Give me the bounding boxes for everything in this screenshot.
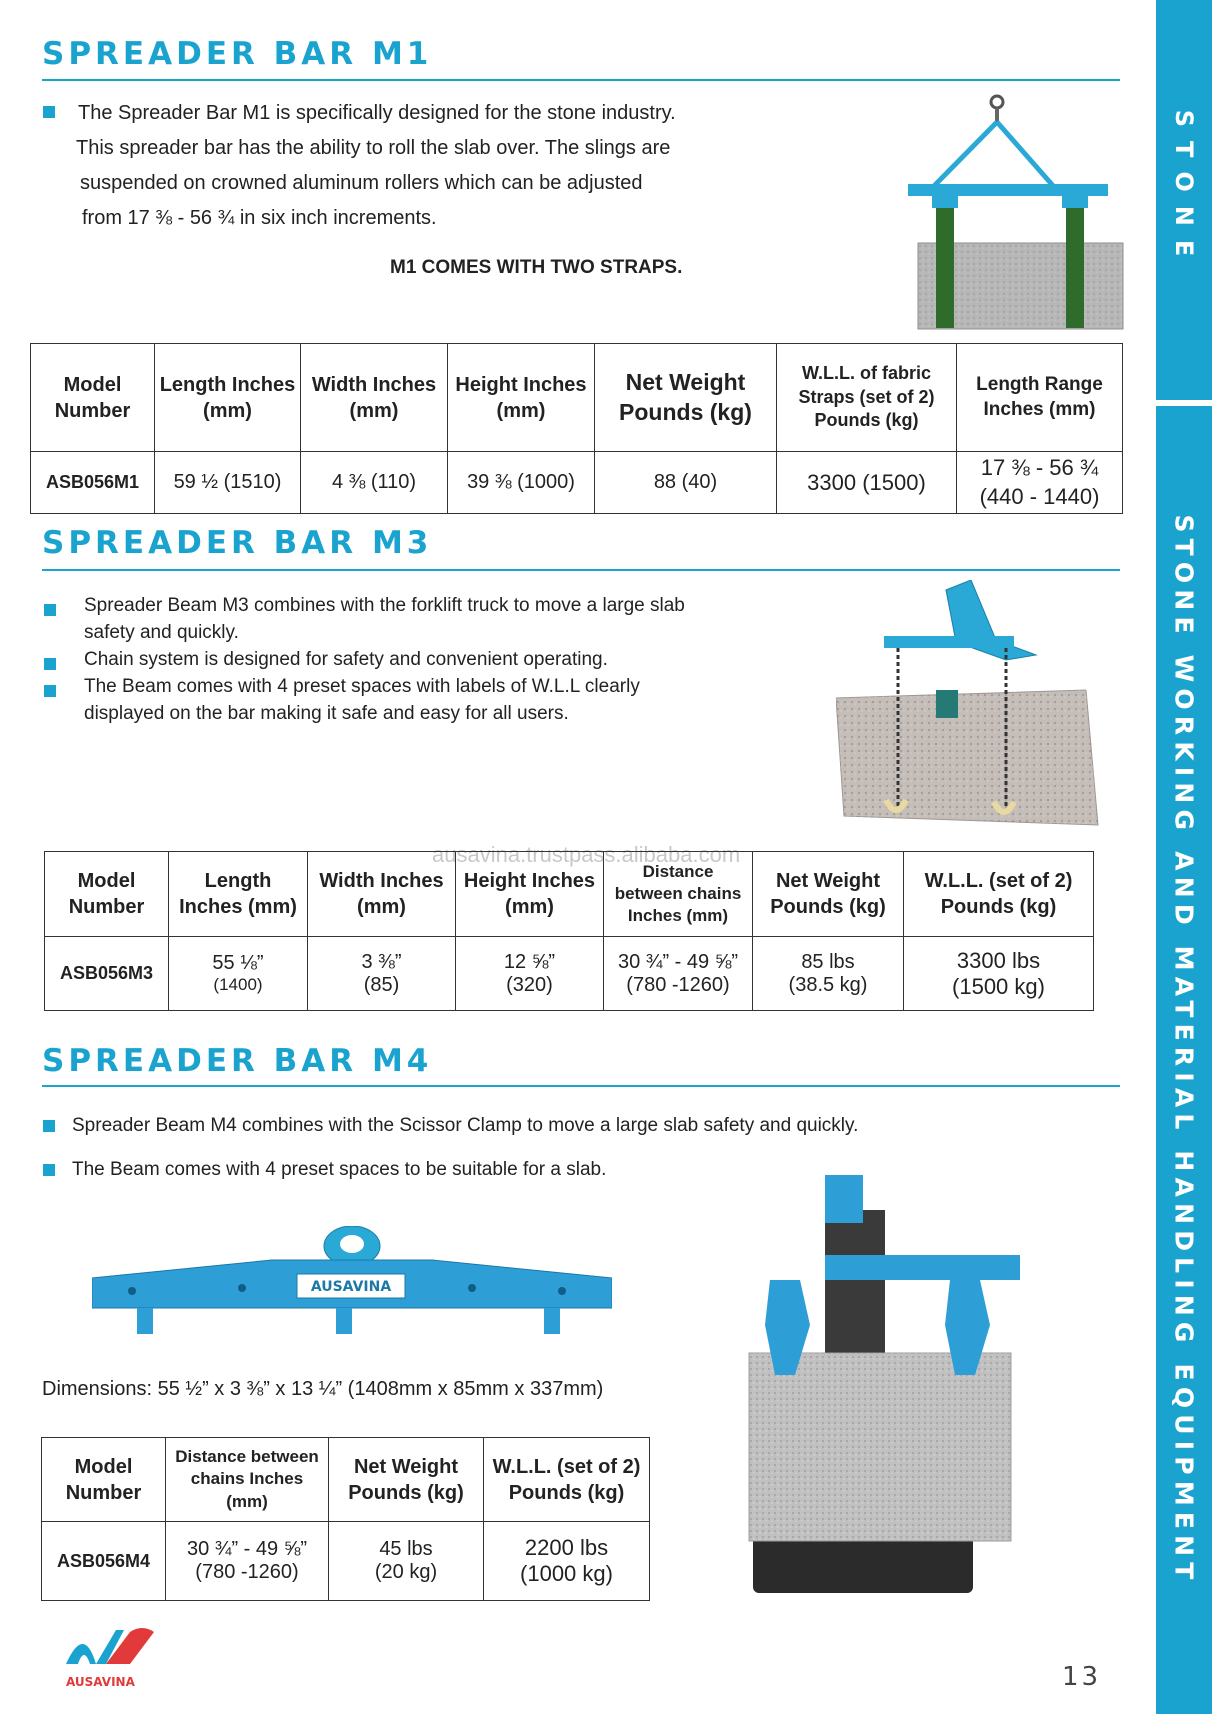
- sidebar-top-label: STONE: [1170, 109, 1198, 271]
- m1-title: SPREADER BAR M1: [42, 36, 433, 72]
- table-row: [31, 452, 1123, 514]
- table-row: [42, 1522, 650, 1601]
- m4-cell-net-weight: [329, 1522, 484, 1601]
- m3-bullet-1-cont: safety and quickly.: [84, 622, 239, 643]
- m3-bullet-marker: [44, 685, 56, 697]
- m4-bullet-marker: [43, 1120, 55, 1132]
- m3-bullet-3-cont: displayed on the bar making it safe and easy for all users.: [84, 703, 569, 724]
- m1-cell-height: 39 ⅜ (1000): [448, 452, 595, 514]
- m4-header-model: Model Number: [42, 1438, 166, 1522]
- m3-cell-length: [169, 937, 308, 1011]
- m3-bullet-1: Spreader Beam M3 combines with the forklift truck to move a large slab: [84, 595, 685, 616]
- m1-header-length: Length Inches (mm): [155, 344, 301, 452]
- m4-title: SPREADER BAR M4: [42, 1043, 433, 1079]
- sidebar-separator: [1156, 400, 1212, 406]
- m4-beam-brand: AUSAVINA: [310, 1279, 392, 1295]
- m3-wll-lbs: 3300 lbs: [956, 947, 1041, 973]
- m3-cell-net-weight: [753, 937, 904, 1011]
- m4-spec-table: [41, 1437, 650, 1601]
- m4-bullet-2: The Beam comes with 4 preset spaces to be suitable for a slab.: [72, 1159, 607, 1180]
- m3-bullet-marker: [44, 604, 56, 616]
- m4-cell-model: ASB056M4: [42, 1522, 166, 1601]
- m1-cell-length: 59 ½ (1510): [155, 452, 301, 514]
- m4-bullet-marker: [43, 1164, 55, 1176]
- m4-header-wll: W.L.L. (set of 2) Pounds (kg): [484, 1438, 650, 1522]
- m3-bullet-marker: [44, 658, 56, 670]
- m1-strap-left: [936, 208, 954, 328]
- table-header-row: [45, 852, 1094, 937]
- m1-line-1: The Spreader Bar M1 is specifically designed for the stone industry.: [78, 102, 676, 124]
- m4-distance-mm: (780 -1260): [195, 1561, 299, 1583]
- m4-cell-wll: [484, 1522, 650, 1601]
- table-header-row: [42, 1438, 650, 1522]
- m3-cell-width: [308, 937, 456, 1011]
- m3-header-length: Length Inches (mm): [169, 852, 308, 937]
- m3-cell-wll: [904, 937, 1094, 1011]
- m1-cell-net-weight: 88 (40): [595, 452, 777, 514]
- m4-header-net-weight: Net Weight Pounds (kg): [329, 1438, 484, 1522]
- m1-strap-right: [1066, 208, 1084, 328]
- m1-bullet-marker: [43, 106, 55, 118]
- m1-photo: [900, 88, 1125, 333]
- m3-title: SPREADER BAR M3: [42, 525, 433, 561]
- m3-watermark: ausavina.trustpass.alibaba.com: [432, 842, 741, 867]
- m4-weight-lbs: 45 lbs: [379, 1538, 433, 1560]
- m4-wll-lbs: 2200 lbs: [524, 1535, 609, 1560]
- m3-cell-distance: [604, 937, 753, 1011]
- m3-weight-kg: (38.5 kg): [788, 973, 868, 996]
- m1-cell-model: ASB056M1: [31, 452, 155, 514]
- table-header-row: [31, 344, 1123, 452]
- m3-beam: [884, 636, 1014, 648]
- m1-header-width: Width Inches (mm): [301, 344, 448, 452]
- m1-header-height: Height Inches (mm): [448, 344, 595, 452]
- m3-length-in: 55 ⅛”: [212, 952, 264, 974]
- m3-weight-lbs: 85 lbs: [801, 950, 855, 973]
- m1-length-range-in: 17 ⅜ - 56 ¾: [980, 455, 1099, 480]
- m3-height-mm: (320): [506, 973, 553, 996]
- m4-distance-in: 30 ¾” - 49 ⅝”: [186, 1538, 308, 1560]
- m3-header-wll: W.L.L. (set of 2) Pounds (kg): [904, 852, 1094, 937]
- m3-bullet-2: Chain system is designed for safety and convenient operating.: [84, 649, 608, 670]
- m3-width-in: 3 ⅜”: [361, 950, 402, 973]
- m3-width-mm: (85): [363, 973, 400, 996]
- m3-distance-in: 30 ¾” - 49 ⅝”: [617, 950, 739, 973]
- logo-wordmark: AUSAVINA: [66, 1675, 135, 1689]
- m1-header-wll: W.L.L. of fabric Straps (set of 2) Pounds (kg): [777, 344, 957, 452]
- m4-beam-mounted: [825, 1255, 1020, 1280]
- m4-bullet-1: Spreader Beam M4 combines with the Scissor Clamp to move a large slab safety and quickly.: [72, 1115, 859, 1136]
- m3-bullet-3: The Beam comes with 4 preset spaces with labels of W.L.L clearly: [84, 676, 640, 697]
- m1-length-range-mm: (440 - 1440): [979, 483, 1100, 509]
- m4-cell-distance: [166, 1522, 329, 1601]
- table-row: [45, 937, 1094, 1011]
- sidebar-bottom-label: STONE WORKING AND MATERIAL HANDLING EQUIPMENT: [1169, 514, 1199, 1586]
- m3-header-width: Width Inches (mm): [308, 852, 456, 937]
- m3-length-mm: (1400): [213, 975, 263, 994]
- m3-wll-kg: (1500 kg): [952, 973, 1045, 999]
- m3-header-model: Model Number: [45, 852, 169, 937]
- m3-photo: [836, 580, 1104, 830]
- m1-line-4: from 17 ⅜ - 56 ¾ in six inch increments.: [82, 207, 437, 229]
- m1-hook-icon: [991, 96, 1003, 108]
- m1-line-3: suspended on crowned aluminum rollers which can be adjusted: [80, 172, 643, 194]
- page-number: 13: [1062, 1662, 1102, 1692]
- m1-cell-wll: 3300 (1500): [777, 452, 957, 514]
- m1-header-length-range: Length Range Inches (mm): [957, 344, 1123, 452]
- m3-height-in: 12 ⅝”: [503, 950, 556, 973]
- m1-rule: [42, 79, 1120, 81]
- m4-beam-photo: [92, 1226, 612, 1346]
- m1-header-model: Model Number: [31, 344, 155, 452]
- m3-header-height: Height Inches (mm): [456, 852, 604, 937]
- m4-dimensions: Dimensions: 55 ½” x 3 ⅜” x 13 ¼” (1408mm x 85mm x 337mm): [42, 1378, 604, 1400]
- m1-spec-table: [30, 343, 1123, 514]
- m4-weight-kg: (20 kg): [374, 1561, 438, 1583]
- m3-header-net-weight: Net Weight Pounds (kg): [753, 852, 904, 937]
- m1-cell-width: 4 ⅜ (110): [301, 452, 448, 514]
- m3-header-distance: Distance between chains Inches (mm): [604, 852, 753, 937]
- m4-photo: [725, 1175, 1020, 1603]
- m3-distance-mm: (780 -1260): [626, 973, 730, 996]
- m1-header-net-weight: Net Weight Pounds (kg): [595, 344, 777, 452]
- m1-line-2: This spreader bar has the ability to roll the slab over. The slings are: [76, 137, 671, 159]
- m1-cell-length-range: [957, 452, 1123, 514]
- m3-rule: [42, 569, 1120, 571]
- ausavina-logo: [62, 1624, 162, 1696]
- m4-wll-kg: (1000 kg): [520, 1561, 613, 1586]
- m3-spec-table: [44, 851, 1094, 1011]
- m4-rule: [42, 1085, 1120, 1087]
- m1-note: M1 COMES WITH TWO STRAPS.: [390, 257, 683, 278]
- m3-cell-model: ASB056M3: [45, 937, 169, 1011]
- m4-header-distance: Distance between chains Inches (mm): [166, 1438, 329, 1522]
- m3-cell-height: [456, 937, 604, 1011]
- m3-clamp: [936, 690, 958, 718]
- sidebar: [1156, 0, 1212, 1714]
